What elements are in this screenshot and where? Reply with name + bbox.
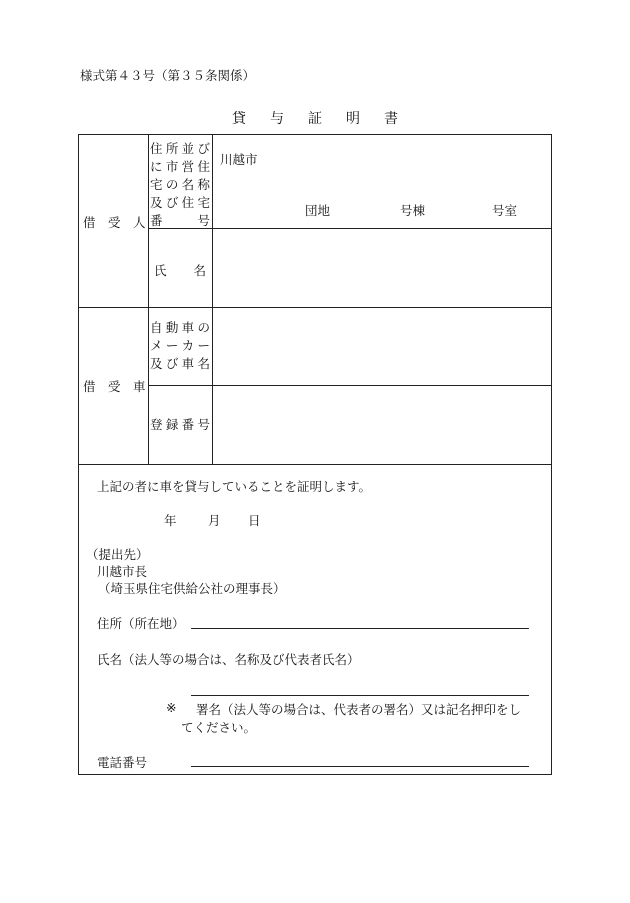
- date-day: 日: [248, 513, 261, 528]
- address-goto: 号棟: [400, 203, 426, 218]
- certificate-table: [78, 134, 552, 775]
- note-mark: ※: [166, 700, 177, 715]
- address-label: 住所並び に市営住 宅の名称 及び住宅 番 号: [150, 141, 210, 228]
- corporation-label: （埼玉県住宅供給公社の理事長）: [98, 581, 286, 596]
- document-title: [0, 108, 630, 128]
- applicant-name-label: 氏名（法人等の場合は、名称及び代表者氏名）: [97, 652, 360, 667]
- phone-underline: [191, 766, 529, 767]
- table-divider: [148, 134, 149, 464]
- table-divider: [78, 464, 552, 465]
- title-char: 明: [346, 111, 360, 127]
- table-divider: [212, 134, 213, 464]
- vehicle-maker-label: 自動車の メーカー 及び車名: [150, 320, 210, 371]
- note-text-line1: 署名（法人等の場合は、代表者の署名）又は記名押印をし: [196, 702, 522, 717]
- address-danchi: 団地: [305, 203, 331, 218]
- note-text-line2: てください。: [181, 720, 257, 735]
- vehicle-section-label: 借 受 車: [83, 379, 146, 394]
- certification-statement: 上記の者に車を貸与していることを証明します。: [97, 479, 372, 494]
- title-char: 証: [308, 111, 322, 127]
- borrower-section-label: 借 受 人: [83, 215, 146, 230]
- form-number: 様式第４３号（第３５条関係）: [80, 68, 256, 83]
- table-divider: [148, 385, 552, 386]
- title-char: 貸: [232, 111, 246, 127]
- name-underline: [191, 695, 529, 696]
- title-char: 与: [270, 111, 284, 127]
- title-char: 書: [384, 111, 398, 127]
- phone-label: 電話番号: [97, 755, 148, 770]
- submit-to-label: （提出先）: [86, 547, 149, 562]
- mayor-label: 川越市長: [97, 564, 148, 579]
- date-year: 年: [164, 513, 177, 528]
- applicant-address-label: 住所（所在地）: [97, 616, 185, 631]
- address-city: 川越市: [220, 152, 258, 167]
- name-label: 氏 名: [154, 263, 206, 278]
- table-divider: [78, 307, 552, 308]
- address-goshitsu: 号室: [492, 203, 518, 218]
- date-month: 月: [208, 513, 221, 528]
- address-underline: [191, 628, 529, 629]
- registration-number-label: 登録番号: [150, 417, 210, 432]
